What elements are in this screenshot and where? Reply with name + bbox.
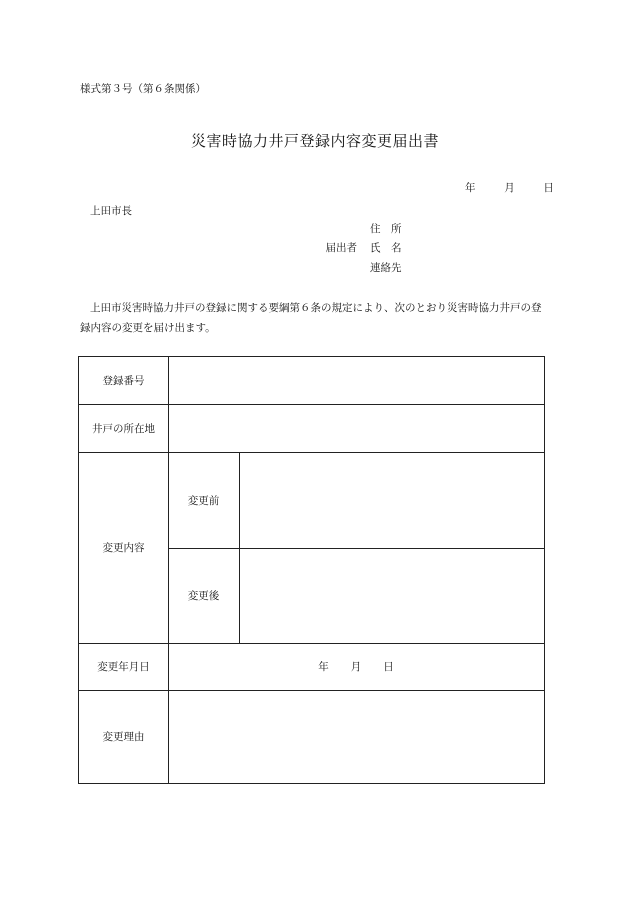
registration-number-label: 登録番号 bbox=[102, 375, 145, 387]
submission-date bbox=[465, 180, 554, 195]
change-date-label: 変更年月日 bbox=[97, 661, 150, 673]
applicant-name-row bbox=[300, 240, 460, 256]
change-date-month: 月 bbox=[350, 661, 362, 673]
day-label: 日 bbox=[543, 182, 554, 194]
change-date-year: 年 bbox=[318, 661, 329, 673]
name-label: 氏 名 bbox=[370, 242, 402, 254]
month-label: 月 bbox=[504, 182, 515, 194]
address-label: 住 所 bbox=[370, 223, 402, 235]
after-change-label: 変更後 bbox=[187, 590, 220, 602]
document-title: 災害時協力井戸登録内容変更届出書 bbox=[190, 132, 439, 150]
change-reason-label: 変更理由 bbox=[102, 731, 145, 743]
applicant-contact-row bbox=[300, 260, 460, 276]
contact-label: 連絡先 bbox=[370, 262, 402, 274]
year-label: 年 bbox=[465, 182, 476, 194]
body-text: 上田市災害時協力井戸の登録に関する要綱第６条の規定により、次のとおり災害時協力井戸の登録内容の変更を届け出ます。 bbox=[80, 302, 542, 334]
before-change-label: 変更前 bbox=[187, 494, 220, 507]
change-content-label: 変更内容 bbox=[102, 542, 145, 554]
column-divider bbox=[239, 452, 240, 643]
form-reference: 様式第３号（第６条関係） bbox=[80, 83, 206, 95]
change-date-value bbox=[168, 643, 544, 690]
change-date-day: 日 bbox=[383, 661, 394, 673]
well-location-label: 井戸の所在地 bbox=[92, 422, 155, 435]
change-form-table bbox=[78, 356, 545, 784]
applicant-role: 届出者 bbox=[325, 242, 357, 254]
addressee: 上田市長 bbox=[90, 205, 132, 217]
applicant-address-row bbox=[300, 221, 460, 237]
